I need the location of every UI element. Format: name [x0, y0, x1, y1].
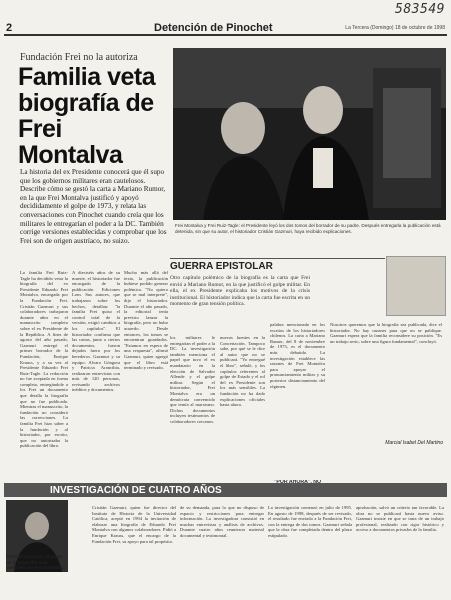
photo-caption: Frei Montalva y Frei Ruiz-Tagle: el Presidente leyó los dos tomos del borrador de su padre. Después entregarla la publicación está detenida, sin que su autor, el historiador Cristián Gazmuri, haya recibido explicaciones. [175, 223, 441, 234]
article-column-3: Mucho más allá del texto, la publicación hubiese podido generar polémica. "No quiero que se mal interprete", dijo el historiador. Durante el año pasado, la editorial tenía previsto lanzar la biografía, pero no hubo acuerdo. Desde entonces, los tomos se encuentran guardados. "Estamos en espera de una respuesta", afirmó Gazmuri, quien agregó que el libro está terminado y revisado. [124, 270, 168, 371]
article-column-4: los militares le entregarían el poder a la DC. La investigación también menciona el papel que tuvo el ex mandatario en la elección de Salvador Allende y el golpe militar. Según el historiador, Frei Montalva era un demócrata convencido que temía al marxismo. Dichos documentos incluyen testimonios de colaboradores cercanos. [170, 335, 215, 424]
kicker: Fundación Frei no la autoriza [20, 52, 138, 63]
page-number: 2 [6, 22, 13, 34]
masthead-date: La Tercera (Domingo) 18 de octubre de 1998 [345, 25, 445, 31]
epistolary-body: Otro capítulo polémico de la biografía es la carta que Frei envió a Mariano Rumor, en la que justificó el golpe militar. En ella, el ex Presidente explicaba los motivos de la crisis institucional. El historiador indica que la carta fue escrita en un momento de gran tensión política. [170, 275, 310, 307]
article-column-6: palabra mencionada en los escritos de los historiadores chilenos. La carta a Mariano Rumor, del 8 de noviembre de 1973, es el documento más debatido. La investigación establece las razones de Frei Montalva para apoyar el pronunciamiento militar y su posterior distanciamiento del régimen. [270, 322, 325, 389]
investigation-column-2: de su demanda, para lo que no dispuso de espacio y restricciones para entregar información. La investigadora consistió en muchas entrevistas y análisis de archivos. Durante cuatro años reunieron material documental y testimonial. [180, 505, 264, 538]
photo-illustration [173, 48, 446, 220]
article-column-7: Nosotros queremos que la biografía sea publicada, dice el historiador. No hay razones para que no se publique. Gazmuri espera que la familia reconsidere su posición. "Es un trabajo serio, sobre una figura fundamental", concluyó. [330, 322, 442, 344]
archive-stamp: 583549 [395, 2, 445, 17]
document-photo [386, 256, 446, 316]
headline: Familia veta biografía de Frei Montalva [18, 63, 156, 169]
investigation-column-1: Cristián Gazmuri, quien fue director del Instituto de Historia de la Universidad Católica, aceptó en 1994 la invitación de elaborar una biografía de Eduardo Frei Montalva con algunos colaboradores. Pidió a Enrique Krauss, que el encargo de la Fundación Frei, su apoyo para tal propósito. [92, 505, 176, 544]
epistolary-title: GUERRA EPISTOLAR [170, 258, 385, 272]
main-photo [173, 48, 446, 220]
investigation-banner: INVESTIGACIÓN DE CUATRO AÑOS [4, 483, 447, 497]
section-header [4, 22, 447, 36]
section-title: Detención de Pinochet [154, 22, 273, 34]
article-column-5: nuevas fuentes en la Concertación. Tampoco sabe, por qué se le dice al autor que no se publicará. "Yo entregué el libro", señaló, y los capítulos referentes al golpe de Estado y el rol del ex Presidente son los más sensibles. La fundación no ha dado explicaciones oficiales hasta ahora. [220, 335, 265, 408]
article-column-1: La familia Frei Ruiz-Tagle ha decidido vetar la biografía del ex Presidente Eduardo Frei Montalva, encargada por la Fundación Frei. Cristián Gazmuri y sus colaboradores trabajaron durante años en el manuscrito completo sobre el ex Presidente de la República. A fines de agosto del año pasado, Gazmuri entregó el primer borrador de la Fundación, Enrique Krauss, y a su vez al Presidente Eduardo Frei Ruiz-Tagle. La redacción no fue aceptada en forma completa, entregándole a los Frei un documento que detalla la biografía que no fue publicada. Mientras el manuscrito, la fundación no consideró las correcciones. La familia Frei hizo saber a la fundación y al historiador, por escrito, que no autorizaba la publicación del libro. [20, 270, 68, 449]
article-column-2: A dieciséis años de su muerte, el historiador fue encargado de la publicación Ediciones Lom. Sus autores, que trabajaron sobre los hechos, detallan: "la familia Frei quiso el control total de la versión, exigió cambios a los capítulos". El historiador confirma que las cartas, junto a ciertos documentos, fueron dejados fuera por los herederos. Gazmuri y su equipo: Alvaro Góngora y Patricia Arancibia, realizaron entrevistas con más de 120 personas, revisando archivos inéditos y documentos. [72, 270, 120, 393]
portrait-caption: Cristián Gazmuri, el autor de la biografía más completa de Frei Montalva. [6, 554, 65, 571]
byline: Marcial Isabel Del Martino [385, 440, 443, 446]
investigation-column-3: La investigación comenzó en julio de 1995. En agosto de 1998, después de ser revisado, el resultado fue enviado a la Fundación Frei, con la entrega de dos tomos. Gazmuri señala que la obra fue completada dentro del plazo estipulado. [268, 505, 352, 538]
lede-paragraph: La historia del ex Presidente conocerá que él supo que los gobiernos militares eran cautelosos. Describe cómo se gestó la carta a Mariano Rumor, en la que Frei Montalva justificó y apoyó decididamente el golpe de 1973, y relata las conversaciones con Pinochet cuando creía que los militares le entregarían el poder a la DC. También corrige versiones establecidas y comprobar que los Frei son de origen austríaco, no suizo. [20, 168, 167, 245]
investigation-column-4: aprobación, salvó un criterio tan favorable. La obra no se publicará hasta nuevo aviso. Gazmuri insiste en que se trata de un trabajo profesional, realizado con rigor histórico y acceso a documentos privados de la familia. [356, 505, 444, 533]
